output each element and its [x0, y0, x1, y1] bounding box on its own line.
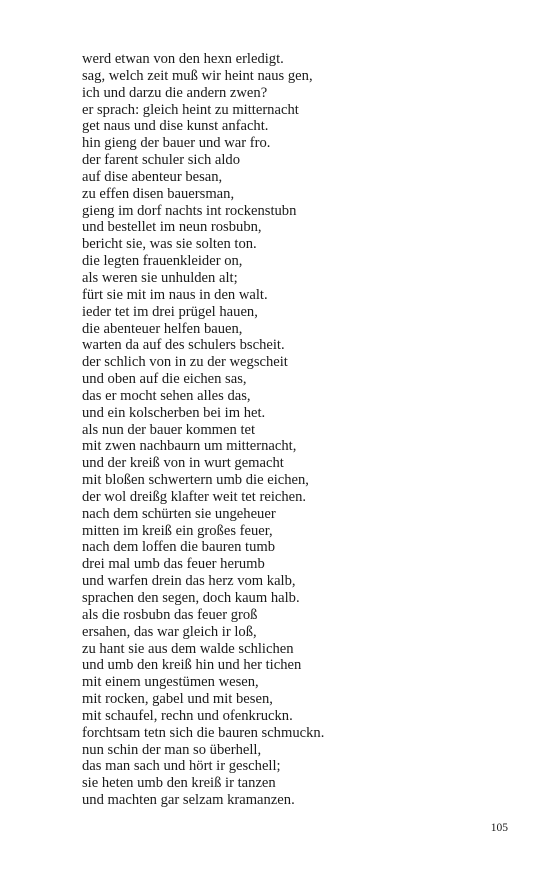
poem-line: forchtsam tetn sich die bauren schmuckn.: [82, 724, 325, 741]
poem-line: und bestellet im neun rosbubn,: [82, 219, 262, 236]
poem-line: drei mal umb das feuer herumb: [82, 556, 265, 573]
poem-line: mit zwen nachbaurn um mitternacht,: [82, 438, 297, 455]
poem-line: das er mocht sehen alles das,: [82, 387, 251, 404]
poem-line: sprachen den segen, doch kaum halb.: [82, 590, 300, 606]
poem-line: mit schaufel, rechn und ofenkruckn.: [82, 707, 293, 724]
poem-line: nach dem schürten sie ungeheuer: [82, 505, 276, 522]
poem-line: das man sach und hört ir geschell;: [82, 758, 281, 775]
poem-line: und umb den kreiß hin und her tichen: [82, 657, 302, 674]
poem-line: mitten im kreiß ein großes feuer,: [82, 522, 273, 539]
poem-line: mit einem ungestümen wesen,: [82, 674, 259, 691]
poem-line: get naus und dise kunst anfacht.: [82, 118, 269, 135]
poem-line: sie heten umb den kreiß ir tanzen: [82, 775, 276, 792]
poem-line: die abenteuer helfen bauen,: [82, 320, 243, 337]
poem-line: zu hant sie aus dem walde schlichen: [82, 640, 294, 657]
poem-line: und der kreiß von in wurt gemacht: [82, 455, 284, 472]
poem-line: als weren sie unhulden alt;: [82, 269, 238, 286]
poem-line: fürt sie mit im naus in den walt.: [82, 286, 268, 303]
poem-line: ieder tet im drei prügel hauen,: [82, 303, 258, 320]
poem-line: er sprach: gleich heint zu mitternacht: [82, 101, 299, 118]
poem-line: bericht sie, was sie solten ton.: [82, 236, 257, 253]
poem-line: ersahen, das war gleich ir loß,: [82, 623, 257, 640]
poem-line: der schlich von in zu der wegscheit: [82, 354, 288, 371]
poem-line: gieng im dorf nachts int rockenstubn: [82, 202, 297, 219]
poem-line: mit bloßen schwertern umb die eichen,: [82, 472, 309, 489]
poem-text: [82, 51, 324, 809]
poem-line: zu effen disen bauersman,: [82, 185, 235, 202]
poem-line: und warfen drein das herz vom kalb,: [82, 573, 296, 590]
poem-line: und machten gar selzam kramanzen.: [82, 792, 295, 809]
poem-line: auf dise abenteur besan,: [82, 168, 223, 185]
poem-line: der farent schuler sich aldo: [82, 152, 241, 169]
poem-line: die legten frauenkleider on,: [82, 253, 243, 270]
poem-line: der wol dreißg klafter weit tet reichen.: [82, 488, 307, 505]
poem-line: nach dem loffen die bauren tumb: [82, 539, 276, 556]
poem-line: als nun der bauer kommen tet: [82, 421, 256, 438]
poem-line: als die rosbubn das feuer groß: [82, 606, 258, 623]
poem-line: warten da auf des schulers bscheit.: [82, 337, 285, 354]
page-number: 105: [490, 822, 508, 834]
poem-line: und oben auf die eichen sas,: [82, 371, 247, 388]
poem-line: mit rocken, gabel und mit besen,: [82, 691, 273, 708]
poem-line: werd etwan von den hexn erledigt.: [82, 51, 284, 67]
poem-line: sag, welch zeit muß wir heint naus gen,: [82, 67, 313, 84]
poem-line: ich und darzu die andern zwen?: [82, 84, 268, 101]
poem-line: nun schin der man so überhell,: [82, 741, 262, 758]
poem-line: hin gieng der bauer und war fro.: [82, 135, 271, 152]
poem-line: und ein kolscherben bei im het.: [82, 404, 266, 421]
